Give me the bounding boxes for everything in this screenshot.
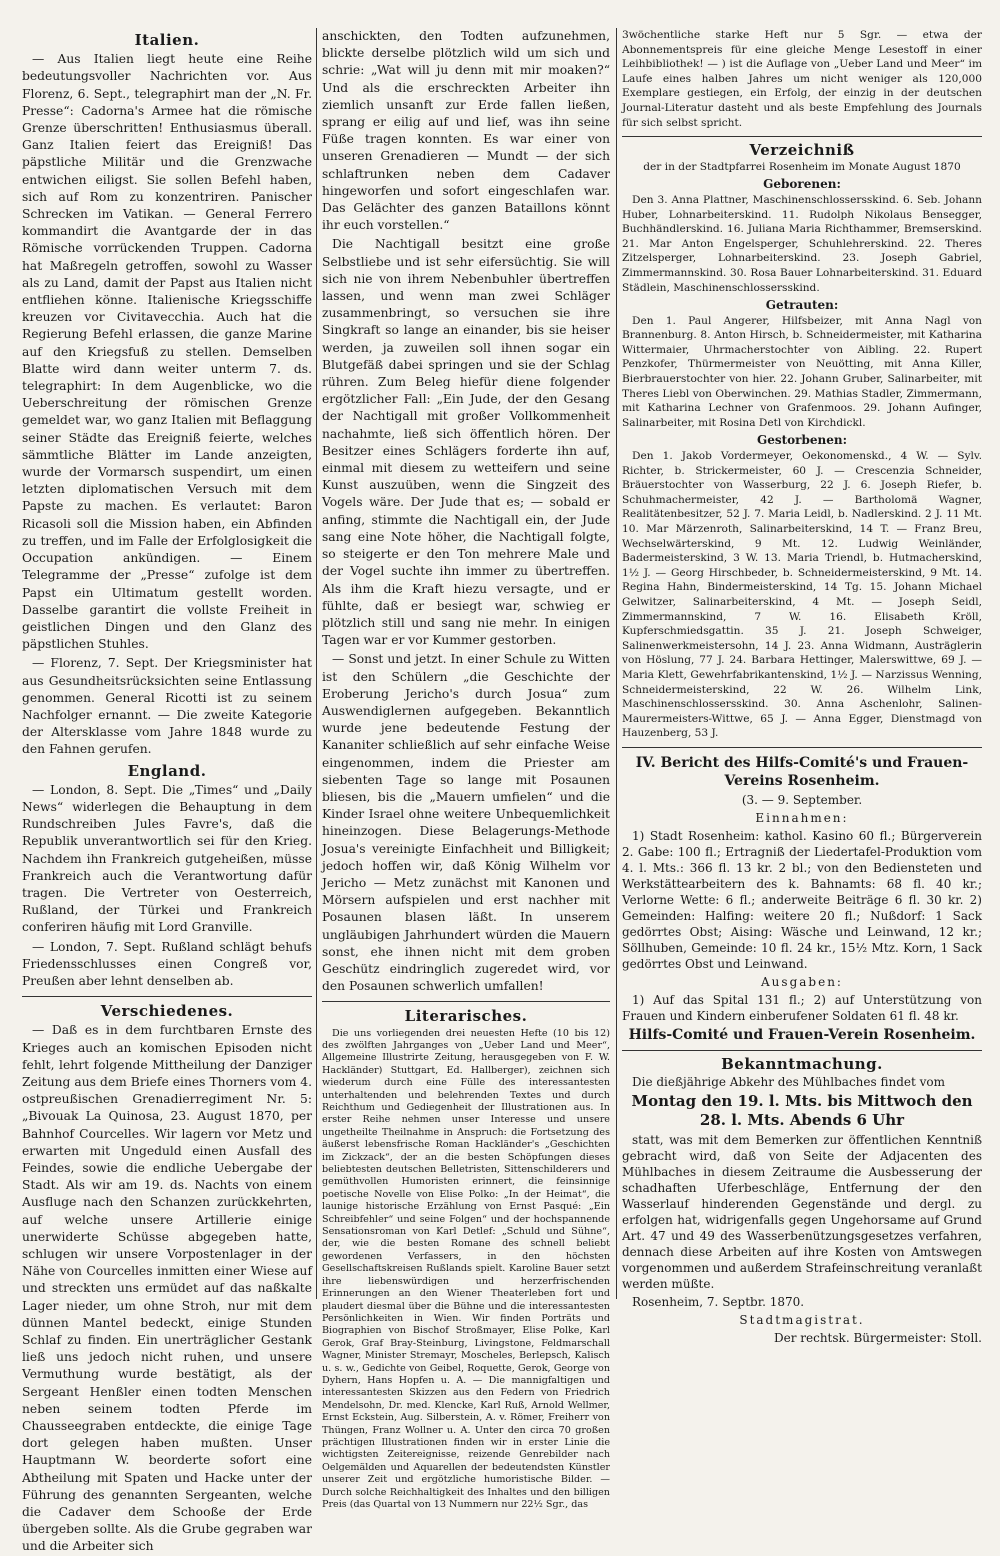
heading-geborenen: Geborenen: (763, 177, 841, 192)
heading-bericht: IV. Bericht des Hilfs-Comité's und Frauen-Vereins Rosenheim. (635, 754, 969, 789)
heading-einnahmen: Einnahmen: (755, 810, 849, 825)
bekanntmachung-place-date: Rosenheim, 7. Septbr. 1870. (632, 1294, 805, 1309)
heading-italien: Italien. (134, 31, 200, 49)
article-italien-2: — Florenz, 7. Sept. Der Kriegsminister hat aus Gesundheitsrücksichten seine Entlassung genommen. General Ricotti ist zu seinem Nachfolger ernannt. — Die zweite Kategorie der Altersklasse vom Jahre 1848 wurde zu den Fahnen gerufen. (22, 656, 312, 757)
section-divider (622, 1050, 982, 1051)
article-verschiedenes: — Daß es in dem furchtbaren Ernste des Krieges auch an komischen Episoden nicht fehlt, lehrt folgende Mittheilung der Danziger Zeitung aus dem Briefe eines Thorners vom 4. ostpreußischen Grenadierregiment Nr. 5: „Bivouak La Quinosa, 23. August 1870, per Bahnhof Courcelles. Wir lagern vor Metz und erwarten mit Ungeduld einen Ausfall des Feindes, sowie die endliche Uebergabe der Stadt. Als wir am 19. ds. Nachts von einem Ausfluge nach den Schanzen zurückkehrten, auf welche unsere Artillerie einige unerwiderte Schüsse abgegeben hatte, schlugen wir unsere Vorpostenlager in der Nähe von Courcelles inmitten einer Wiese auf und streckten uns ermüdet auf das naßkalte Lager nieder, um ohne Stroh, nur mit dem dünnen Mantel bedeckt, einige Stunden Schlaf zu finden. Ein unerträglicher Gestank ließ uns jedoch nicht ruhen, und unsere Vermuthung wurde bestätigt, als der Sergeant Henßler einen todten Menschen neben seinem todten Pferde im Chausseegraben entdeckte, die einige Tage dort gelegen haben mußten. Unser Hauptmann W. beorderte sofort eine Abtheilung mit Spaten und Hacke unter der Führung des genannten Sergeanten, welche die Cadaver dem Schooße der Erde übergeben sollte. Als die Grube gegraben war und die Arbeiter sich (22, 1023, 312, 1554)
section-divider (22, 996, 312, 997)
bericht-einnahmen: 1) Stadt Rosenheim: kathol. Kasino 60 fl.; Bürgerverein 2. Gabe: 100 fl.; Ertragniß der Liedertafel-Produktion vom 4. l. Mts.: 366 fl. 13 kr. 2 bl.; von den Bediensteten und Werkstättearbeitern des k. Bahnamts: 68 fl. 40 kr.; Verlorne Wette: 6 fl.; anderweite Beiträge 6 fl. 30 kr. 2) Gemeinden: Halfing: weitere 20 fl.; Nußdorf: 1 Sack gedörrtes Obst; Aising: Wäsche und Leinwand, 12 kr.; Söllhuben, Gemeinde: 10 fl. 24 kr., 15½ Mtz. Korn, 1 Sack gedörrtes Obst und Leinwand. (622, 828, 982, 971)
article-literarisches: Die uns vorliegenden drei neuesten Hefte (10 bis 12) des zwölften Jahrganges von „Ueber Land und Meer“, Allgemeine Illustrirte Zeitung, herausgegeben von F. W. Hackländer) Stuttgart, Ed. Hallberger), zeichnen sich wiederum durch eine Fülle des interessantesten unterhaltenden und belehrenden Textes und durch Reichthum und Gediegenheit der Illustrationen aus. In erster Reihe nehmen unser Interesse und unsere ungetheilte Theilnahme in Anspruch: die Fortsetzung des äußerst lebensfrische Roman Hackländer's „Geschichten im Zickzack“, der an die besten Schöpfungen dieses beliebtesten deutschen Belletristen, Sittenschilderers und gemüthvollen Humoristen erinnert, die feinsinnige poetische Novelle von Elise Polko: „In der Heimat“, die launige historische Erzählung von Ernst Pasqué: „Ein Schreibfehler“ und seine Folgen“ und der hochspannende Sensationsroman von Karl Detlef: „Schuld und Sühne“, der, wie die besten Romane des schnell beliebt gewordenen Verfassers, in den höchsten Gesellschaftskreisen Rußlands spielt. Karoline Bauer setzt ihre liebenswürdigen und herzerfrischenden Erinnerungen an den Wiener Theaterleben fort und plaudert diesmal über die Bühne und die interessantesten Persönlichkeiten in Wien. Wir finden Porträts und Biographien von Bischof Stroßmayer, Elise Polke, Karl Gerok, Graf Bray-Steinburg, Livingstone, Feldmarschall Wagner, Minister Stremayr, Moscheles, Berlepsch, Kalisch u. s. w., Gedichte von Geibel, Roquette, Gerok, George von Dyhern, Hans Hopfen u. A. — Die mannigfaltigen und interessantesten Skizzen aus den Federn von Friedrich Mendelsohn, Dr. med. Klencke, Karl Ruß, Arnold Wellmer, Ernst Eckstein, Aug. Silberstein, A. v. Römer, Freiherr von Thüngen, Franz Wollner u. A. Unter den circa 70 großen prächtigen Illustrationen finden wir in erster Linie die wichtigsten Zeitereignisse, reizende Genrebilder nach Oelgemälden und Aquarellen der bedeutendsten Künstler unserer Zeit und ergötzliche humoristische Bilder. — Durch solche Reichhaltigkeit des Inhaltes und den billigen Preis (das Quartal von 13 Nummern nur 22½ Sgr., das (322, 1027, 610, 1511)
article-england-1: — London, 8. Sept. Die „Times“ und „Daily News“ widerlegen die Behauptung in dem Rundschreiben Jules Favre's, daß die Republik unverantwortlich sei für den Krieg. Nachdem ihn Frankreich gutgeheißen, müsse Frankreich auch die Verantwortung dafür tragen. Die Vertreter von Oesterreich, Rußland, der Türkei und Frankreich conferiren häufig mit Lord Granville. (22, 782, 312, 935)
column-divider-right (616, 28, 617, 1299)
article-verschiedenes-continued: anschickten, den Todten aufzunehmen, blickte derselbe plötzlich wild um sich und schrie: „Wat will ju denn mit mir moaken?“ Und als die erschreckten Arbeiter ihn ziemlich unsanft zur Erde fallen ließen, sprang er eilig auf und lief, was ihn seine Füße tragen konnten. Es war einer von unseren Grenadieren — Mundt — der sich schlaftrunken neben dem Cadaver hingeworfen und sofort eingeschlafen war. Das Gelächter des ganzen Bataillons könnt ihr euch vorstellen.“ (322, 29, 610, 233)
bekanntmachung-date: Montag den 19. l. Mts. bis Mittwoch den 28. l. Mts. Abends 6 Uhr (631, 1091, 973, 1129)
heading-verzeichniss: Verzeichniß (749, 141, 855, 160)
bericht-ausgaben: 1) Auf das Spital 131 fl.; 2) auf Unterstützung von Frauen und Kindern einberufener Soldaten 61 fl. 48 kr. (622, 992, 982, 1023)
section-divider (622, 136, 982, 137)
article-england-2: — London, 7. Sept. Rußland schlägt behufs Friedensschlusses einen Congreß vor, Preußen aber lehnt denselben ab. (22, 939, 312, 988)
column-2 (322, 28, 610, 1511)
list-geborenen: Den 3. Anna Plattner, Maschinenschlossersskind. 6. Seb. Johann Huber, Lohnarbeiterskind. 11. Rudolph Nikolaus Bensegger, Buchhändlerskind. 16. Juliana Maria Richthammer, Bremserskind. 21. Mar Anton Engelsperger, Schuhlehrerskind. 22. Theres Zitzelsperger, Lohnarbeiterskind. 23. Joseph Gabriel, Zimmermannskind. 30. Rosa Bauer Lohnarbeiterskind. 31. Eduard Städlein, Maschinenschlossersskind. (622, 193, 982, 294)
article-nachtigall: Die Nachtigall besitzt eine große Selbstliebe und ist sehr eifersüchtig. Sie will sich nie von ihrem Nebenbuhler übertreffen lassen, und wenn man zwei Schläger zusammenbringt, so versuchen sie ihre Singkraft so lange an einander, bis sie heiser werden, ja zuweilen soll ihnen sogar ein Blutgefäß dabei springen und sie der Schlag rühren. Zum Beleg hiefür diene folgender ergötzlicher Fall: „Ein Jude, der den Gesang der Nachtigall mit großer Vollkommenheit nachahmte, ließ sich öffentlich hören. Der Besitzer eines Schlägers forderte ihn auf, einmal mit diesem zu wetteifern und seine Kunst auszuüben, wenn die Singzeit des Vogels wäre. Der Jude that es; — sobald er anfing, stimmte die Nachtigall ein, der Jude sang eine Note höher, die Nachtigall folgte, so steigerte er den Ton mehrere Male und der Vogel suchte ihn immer zu übertreffen. Als ihm die Kraft hiezu versagte, und er fühlte, daß er besiegt war, schwieg er plötzlich still und sang nie mehr. In einigen Tagen war er vor Kummer gestorben. (322, 237, 610, 648)
heading-england: England. (127, 761, 207, 780)
column-divider-left (316, 28, 317, 1299)
bekanntmachung-issuer: Stadtmagistrat. (739, 1312, 865, 1327)
heading-ausgaben: Ausgaben: (761, 974, 843, 989)
heading-bekanntmachung: Bekanntmachung. (721, 1054, 883, 1073)
bekanntmachung-intro: Die dießjährige Abkehr des Mühlbaches findet vom (632, 1074, 946, 1089)
column-3 (622, 28, 982, 1345)
section-divider (622, 747, 982, 748)
column-1 (22, 28, 312, 1554)
heading-verschiedenes: Verschiedenes. (100, 1002, 234, 1021)
bekanntmachung-signature: Der rechtsk. Bürgermeister: Stoll. (774, 1330, 982, 1345)
verzeichniss-subtitle: der in der Stadtpfarrei Rosenheim im Monate August 1870 (643, 160, 961, 173)
heading-getrauten: Getrauten: (765, 298, 839, 313)
heading-gestorbenen: Gestorbenen: (756, 433, 848, 448)
article-literarisches-continued: 3wöchentliche starke Heft nur 5 Sgr. — etwa der Abonnementspreis für eine gleiche Menge Lesestoff in einer Leihbibliothek! — ) ist die Auflage von „Ueber Land und Meer“ im Laufe eines halben Jahres um nicht weniger als 120,000 Exemplare gestiegen, ein Erfolg, der einzig in der deutschen Journal-Literatur dasteht und als beste Empfehlung des Journals für sich selbst spricht. (622, 29, 982, 129)
section-divider (322, 1001, 610, 1002)
article-sonst-und-jetzt: — Sonst und jetzt. In einer Schule zu Witten ist den Schülern „die Geschichte der Eroberung Jericho's durch Josua“ zum Auswendiglernen aufgegeben. Bekanntlich wurde jene bedeutende Festung der Kananiter schließlich auf sehr einfache Weise eingenommen, indem die Priester am siebenten Tage so lange mit Posaunen bliesen, bis die „Mauern umfielen“ und die Kinder Israel ohne weitere Unbequemlichkeit hineinzogen. Diese Belagerungs-Methode Josua's vereinigte Einfachheit und Billigkeit; jedoch hoffen wir, daß König Wilhelm vor Jericho — Metz zunächst mit Kanonen und Mörsern aufspielen und erst nachher mit Posaunen blasen läßt. In unserem ungläubigen Jahrhundert würden die Mauern sonst, ehe ihnen nicht mit dem groben Geschütz eindringlich zugeredet wird, vor den Posaunen schwerlich umfallen! (322, 652, 610, 994)
bericht-signature: Hilfs-Comité und Frauen-Verein Rosenheim. (628, 1026, 976, 1043)
bericht-dates: (3. — 9. September. (741, 792, 863, 807)
article-italien-1: — Aus Italien liegt heute eine Reihe bedeutungsvoller Nachrichten vor. Aus Florenz, 6. Sept., telegraphirt man der „N. Fr. Presse“: Cadorna's Armee hat die römische Grenze überschritten! Enthusiasmus überall. Ganz Italien feiert das Ereigniß! Das päpstliche Militär und die Grenzwache entwichen eiligst. Sie sollen Befehl haben, sich auf Rom zu konzentriren. Panischer Schrecken im Vatikan. — General Ferrero kommandirt die Avantgarde der in das Römische vorrückenden Truppen. Cadorna hat Maßregeln getroffen, sowohl zu Wasser als zu Land, damit der Papst aus Italien nicht entfliehen könne. Italienische Kriegsschiffe kreuzen vor Civitavecchia. Auch hat die Regierung Befehl erlassen, die ganze Marine auf den Kriegsfuß zu stellen. Demselben Blatte wird dann weiter unterm 7. ds. telegraphirt: In dem Augenblicke, wo die Ueberschreitung der römischen Grenze gemeldet war, wo ganz Italien mit Beflaggung seiner Städte das Ereigniß feierte, welches sämmtliche Blätter im Lande anzeigten, wurde der Vormarsch suspendirt, um einen letzten diplomatischen Versuch mit dem Papste zu machen. Es verlautet: Baron Ricasoli soll die Mission haben, ein Abfinden zu treffen, und im Falle der Erfolglosigkeit die Occupation ankündigen. — Einem Telegramme der „Presse“ zufolge ist dem Papst ein Ultimatum gestellt worden. Dasselbe garantirt die vollste Freiheit in geistlichen Dingen und den Glanz des päpstlichen Stuhles. (22, 52, 312, 652)
list-getrauten: Den 1. Paul Angerer, Hilfsbeizer, mit Anna Nagl von Brannenburg. 8. Anton Hirsch, b. Schneidermeister, mit Katharina Wittermaier, Uhrmacherstochter von Aibling. 22. Rupert Penzkofer, Thürmermeister von Neuötting, mit Anna Killer, Bierbrauerstochter von hier. 22. Johann Gruber, Salinarbeiter, mit Theres Liebl von Oberwinchen. 29. Mathias Stadler, Zimmermann, mit Katharina Lechner von Grafenmoos. 29. Johann Aufinger, Salinarbeiter, mit Rosina Detl von Kirchdickl. (622, 314, 982, 429)
bekanntmachung-body: statt, was mit dem Bemerken zur öffentlichen Kenntniß gebracht wird, daß von Seite der Adjacenten des Mühlbaches in diesem Zeitraume die Ausbesserung der schadhaften Uferbeschläge, Entfernung der den Wasserlauf hinderenden Gegenstände und dergl. zu erfolgen hat, widrigenfalls gegen Ungehorsame auf Grund Art. 47 und 49 des Wasserbenützungsgesetzes verfahren, dennach diese Arbeiten auf ihre Kosten von Amtswegen vorgenommen und außerdem Strafeinschreitung veranlaßt werden müßte. (622, 1132, 982, 1291)
heading-literarisches: Literarisches. (404, 1007, 528, 1026)
list-gestorbenen: Den 1. Jakob Vordermeyer, Oekonomenskd., 4 W. — Sylv. Richter, b. Strickermeister, 60 J. — Crescenzia Schneider, Bräuerstochter von Wasserburg, 22 J. 6. Joseph Riefer, b. Schuhmachermeister, 42 J. — Bartholomä Wagner, Realitätenbesitzer, 52 J. 7. Maria Leidl, b. Nadlerskind. 2 J. 11 Mt. 10. Mar Märzenroth, Salinarbeiterskind, 14 T. — Franz Breu, Wechselwärterskind, 9 Mt. 12. Ludwig Weinländer, Badermeisterskind, 3 W. 13. Maria Triendl, b. Hutmacherskind, 1½ J. — Georg Hirschbeder, b. Schneidermeisterskind, 9 Mt. 14. Regina Hahn, Bindermeisterskind, 14 Tg. 15. Johann Michael Gelwitzer, Salinarbeiterskind, 4 Mt. — Joseph Seidl, Zimmermannskind, 7 W. 16. Elisabeth Kröll, Kupferschmiedsgattin. 35 J. 21. Joseph Schweiger, Salinenwerkmeistersohn, 14 J. 23. Anna Widmann, Austräglerin von Höslung, 77 J. 24. Barbara Hettinger, Malerswittwe, 69 J. — Maria Klett, Gewehrfabrikantenskind, 1½ J. — Narzissus Wenning, Schneidermeisterskind, 22 W. 26. Wilhelm Link, Maschinenschlossersskind. 30. Anna Aschenlohr, Salinen-Maurermeisters-Wittwe, 65 J. — Anna Egger, Dienstmagd von Hauzenberg, 53 J. (622, 450, 982, 740)
